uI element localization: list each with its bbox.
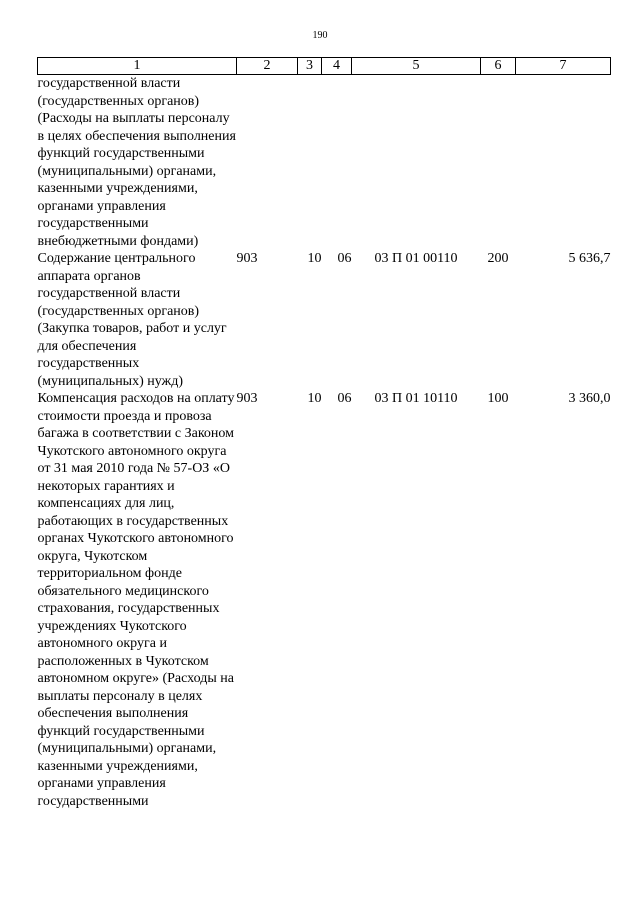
row-expense-type: 100 — [487, 391, 509, 406]
table-row — [38, 390, 611, 810]
row-amount: 3 360,0 — [568, 391, 611, 406]
column-header-3: 3 — [298, 58, 322, 75]
row-expense-type — [481, 75, 516, 251]
row-target-article: 03 П 01 10110 — [374, 391, 458, 406]
row-target-article: 03 П 01 00110 — [374, 251, 458, 266]
column-header-1: 1 — [38, 58, 237, 75]
row-expense-type: 200 — [487, 251, 509, 266]
row-ved: 903 — [236, 391, 258, 406]
row-ved: 903 — [236, 251, 258, 266]
column-header-4: 4 — [322, 58, 352, 75]
table-row — [38, 250, 611, 390]
column-header-7: 7 — [516, 58, 611, 75]
row-ved — [237, 75, 298, 251]
page-number: 190 — [312, 30, 328, 41]
budget-table — [37, 57, 611, 810]
column-header-2: 2 — [237, 58, 298, 75]
table-row — [38, 75, 611, 251]
row-amount — [516, 75, 611, 251]
row-name: Компенсация расходов на оплату стоимости проезда и провоза багажа в соответствии с Законом Чукотского автономного округа от 31 мая 2010 года № 57-ОЗ «О некоторых гарантиях и компенсациях для лиц, работающих в государственных органах Чукотского автономного округа, Чукотском территориальном фонде обязательного медицинского страхования, государственных учреждениях Чукотского автономного округа и расположенных в Чукотском автономном округе» (Расходы на выплаты персоналу в целях обеспечения выполнения функций государственными (муниципальными) органами, казенными учреждениями, органами управления государственными — [37, 391, 235, 809]
row-name: Содержание центрального аппарата органов государственной власти (государственных органов) (Закупка товаров, работ и услуг для обеспечения государственных (муниципальных) нужд) — [37, 251, 227, 389]
column-header-5: 5 — [352, 58, 481, 75]
column-header-6: 6 — [481, 58, 516, 75]
row-target-article — [352, 75, 481, 251]
row-subsection: 06 — [337, 251, 352, 266]
row-subsection — [322, 75, 352, 251]
row-section: 10 — [307, 251, 322, 266]
row-section — [298, 75, 322, 251]
column-number-row — [38, 58, 611, 75]
row-name: государственной власти (государственных органов) (Расходы на выплаты персоналу в целях обеспечения выполнения функций государственными (муниципальными) органами, казенными учреждениями, органами управления государственными внебюджетными фондами) — [37, 76, 236, 249]
row-section: 10 — [307, 391, 322, 406]
row-subsection: 06 — [337, 391, 352, 406]
row-amount: 5 636,7 — [568, 251, 611, 266]
